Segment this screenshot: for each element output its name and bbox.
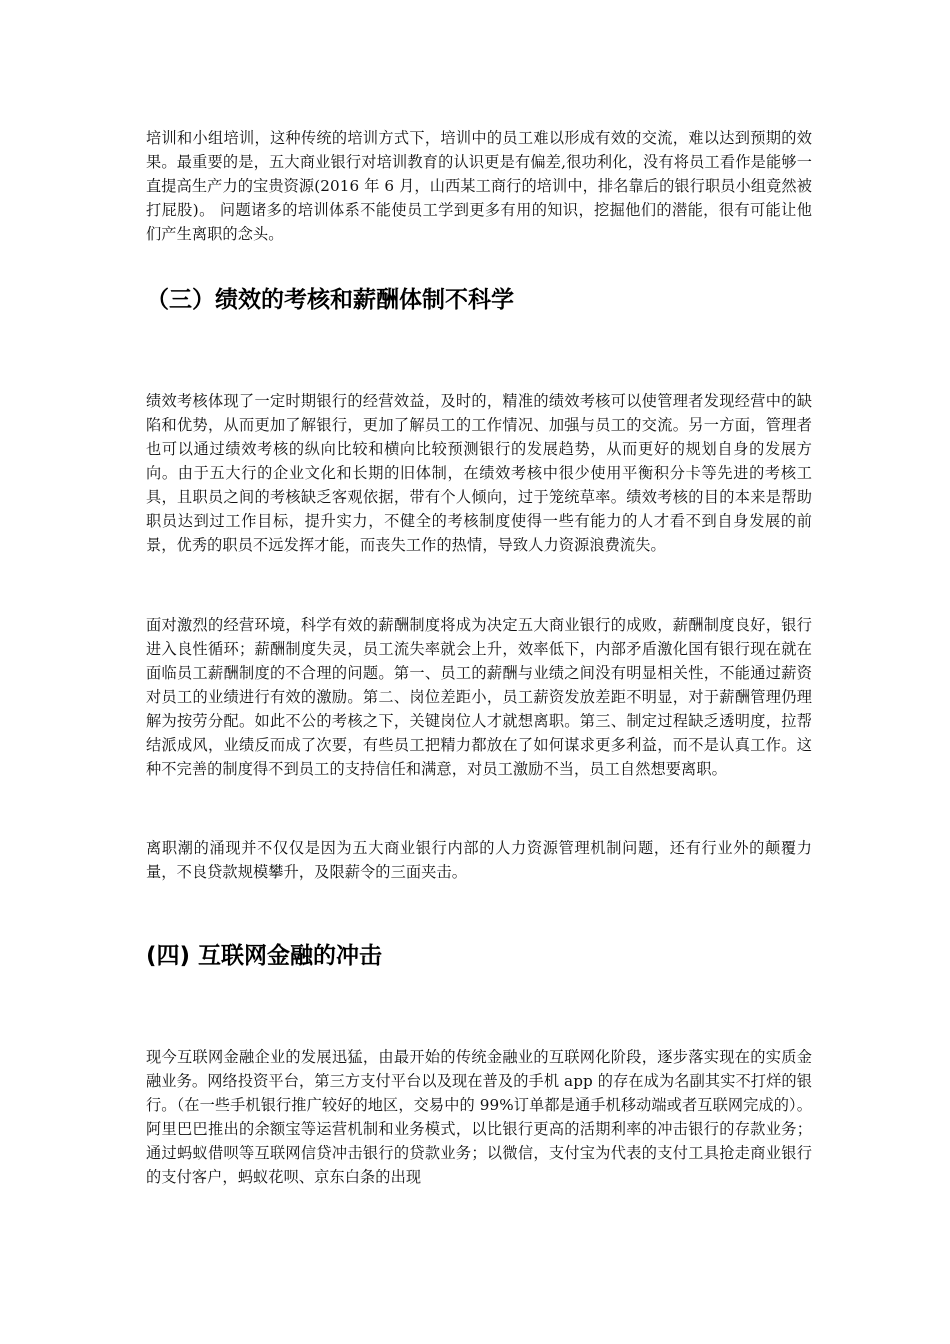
paragraph-training: 培训和小组培训，这种传统的培训方式下，培训中的员工难以形成有效的交流，难以达到预期的效果。最重要的是，五大商业银行对培训教育的认识更是有偏差,很功利化，没有将员工看作是能够一直提高生产力的宝贵资源(2016 年 6 月，山西某工商行的培训中，排名靠后的银行职员小组竟然被打屁股)。 问题诸多的培训体系不能使员工学到更多有用的知识，挖掘他们的潜能，很有可能让他们产生离职的念头。 bbox=[146, 129, 812, 243]
paragraph-resignation: 离职潮的涌现并不仅仅是因为五大商业银行内部的人力资源管理机制问题，还有行业外的颠覆力量，不良贷款规模攀升，及限薪令的三面夹击。 bbox=[146, 839, 812, 881]
paragraph-performance: 绩效考核体现了一定时期银行的经营效益，及时的，精准的绩效考核可以使管理者发现经营中的缺陷和优势，从而更加了解银行，更加了解员工的工作情况、加强与员工的交流。另一方面，管理者也可以通过绩效考核的纵向比较和横向比较预测银行的发展趋势，从而更好的规划自身的发展方向。由于五大行的企业文化和长期的旧体制，在绩效考核中很少使用平衡积分卡等先进的考核工具，且职员之间的考核缺乏客观依据，带有个人倾向，过于笼统草率。绩效考核的目的本来是帮助职员达到过工作目标，提升实力，不健全的考核制度使得一些有能力的人才看不到自身发展的前景，优秀的职员不远发挥才能，而丧失工作的热情，导致人力资源浪费流失。 bbox=[146, 392, 812, 554]
paragraph-salary: 面对激烈的经营环境，科学有效的薪酬制度将成为决定五大商业银行的成败，薪酬制度良好，银行进入良性循环；薪酬制度失灵，员工流失率就会上升，效率低下，内部矛盾激化国有银行现在就在面临员工薪酬制度的不合理的问题。第一、员工的薪酬与业绩之间没有明显相关性，不能通过薪资对员工的业绩进行有效的激励。第二、岗位差距小，员工薪资发放差距不明显，对于薪酬管理仍理解为按劳分配。如此不公的考核之下，关键岗位人才就想离职。第三、制定过程缺乏透明度，拉帮结派成风，业绩反而成了次要，有些员工把精力都放在了如何谋求更多利益，而不是认真工作。这种不完善的制度得不到员工的支持信任和满意，对员工激励不当，员工自然想要离职。 bbox=[146, 616, 812, 778]
paragraph-internet-finance: 现今互联网金融企业的发展迅猛，由最开始的传统金融业的互联网化阶段，逐步落实现在的实质金融业务。网络投资平台，第三方支付平台以及现在普及的手机 app 的存在成为名副其实不打烊的银行。（在一些手机银行推广较好的地区，交易中的 99%订单都是通手机移动端或者互联网完成的）。阿里巴巴推出的余额宝等运营机制和业务模式，以比银行更高的活期利率的冲击银行的存款业务；通过蚂蚁借呗等互联网信贷冲击银行的贷款业务；以微信，支付宝为代表的支付工具抢走商业银行的支付客户，蚂蚁花呗、京东白条的出现 bbox=[146, 1048, 812, 1186]
section-heading-3: （三）绩效的考核和薪酬体制不科学 bbox=[146, 287, 514, 313]
section-heading-4: (四) 互联网金融的冲击 bbox=[146, 943, 383, 969]
